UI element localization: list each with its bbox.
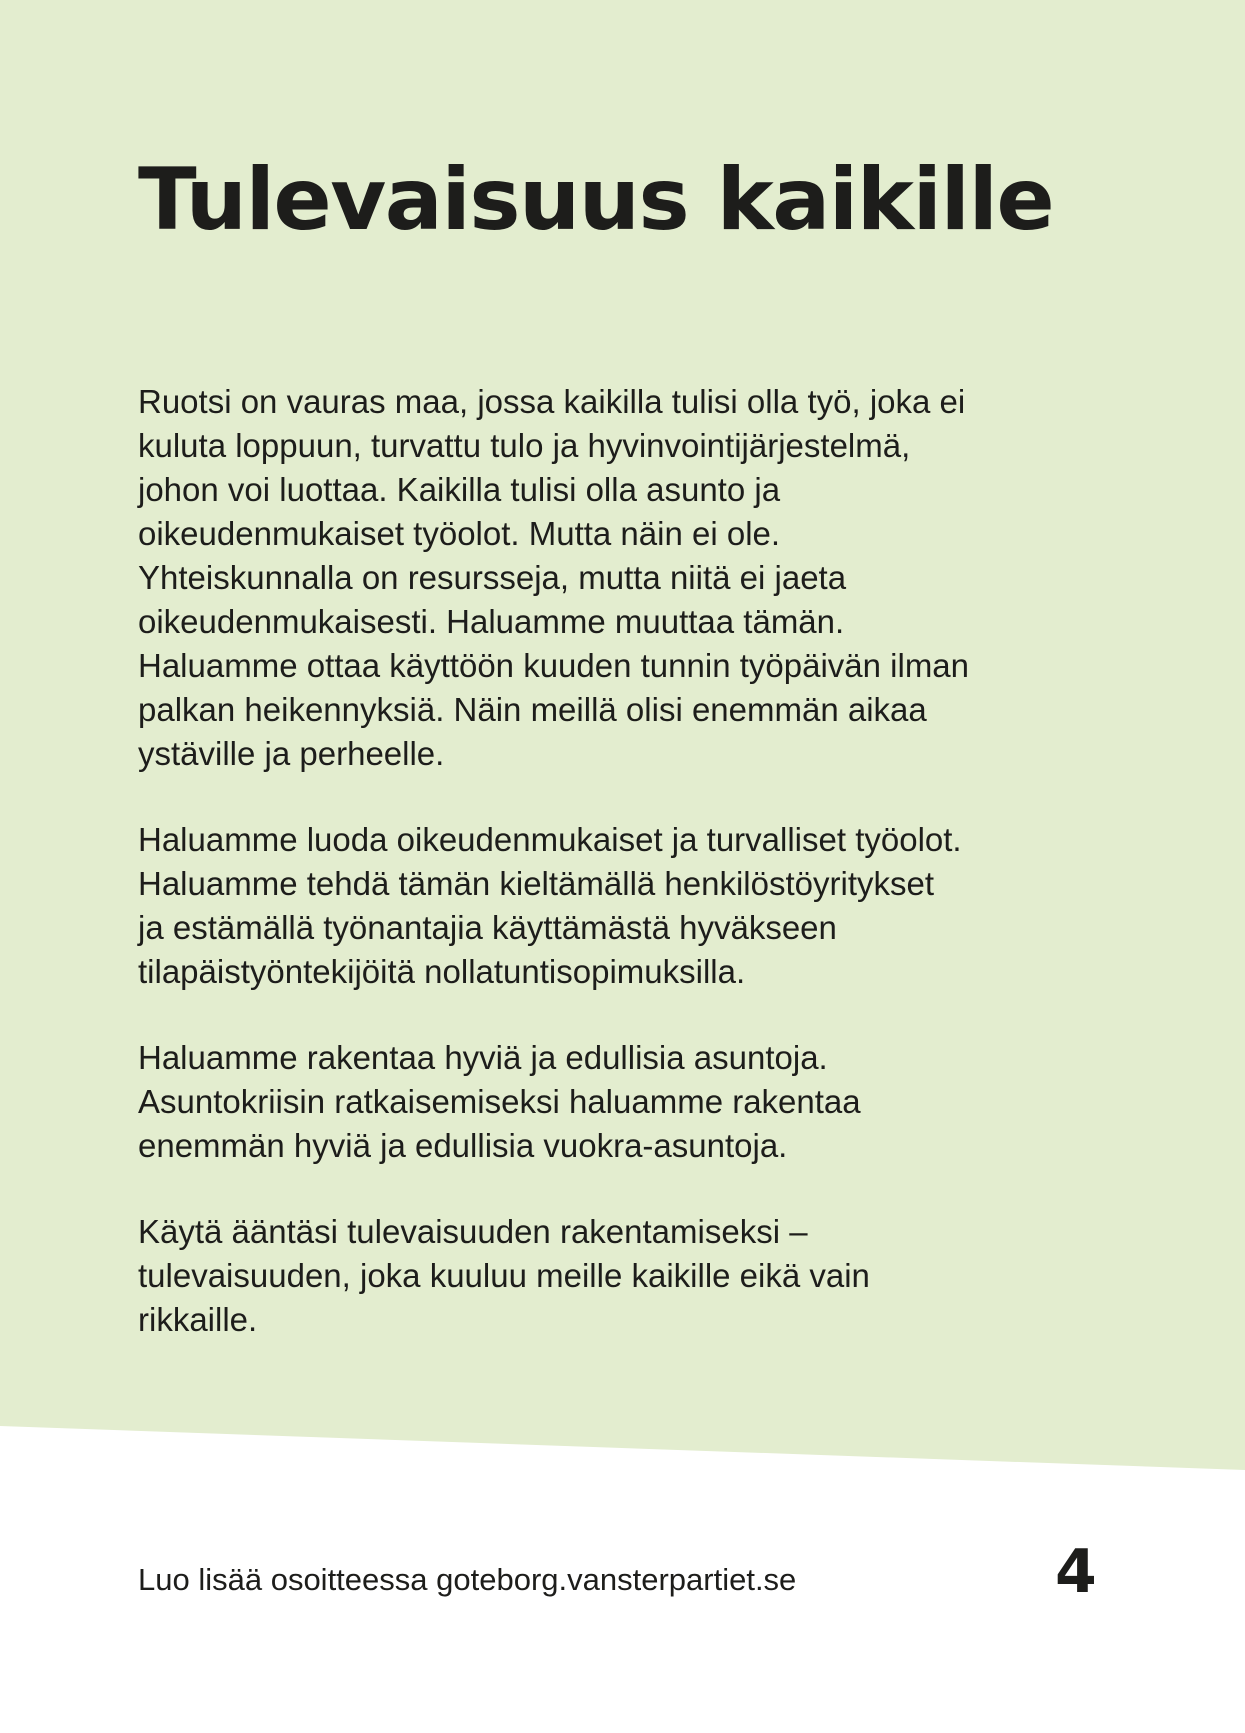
- paragraph-call-to-vote: [138, 1210, 1138, 1342]
- text-line: tilapäistyöntekijöitä nollatuntisopimuksilla.: [138, 953, 746, 990]
- text-line: palkan heikennyksiä. Näin meillä olisi enemmän aikaa: [138, 691, 927, 728]
- text-line: enemmän hyviä ja edullisia vuokra-asuntoja.: [138, 1127, 788, 1164]
- text-line: tulevaisuuden, joka kuuluu meille kaikille eikä vain: [138, 1257, 870, 1294]
- paragraph-work-conditions: [138, 818, 1138, 994]
- text-line: oikeudenmukaiset työolot. Mutta näin ei ole.: [138, 515, 781, 552]
- text-line: Käytä ääntäsi tulevaisuuden rakentamiseksi –: [138, 1213, 808, 1250]
- page-number: 4: [1055, 1537, 1097, 1607]
- text-line: ja estämällä työnantajia käyttämästä hyväkseen: [138, 909, 837, 946]
- text-line: johon voi luottaa. Kaikilla tulisi olla asunto ja: [138, 471, 781, 508]
- text-line: Haluamme tehdä tämän kieltämällä henkilöstöyritykset: [138, 865, 935, 902]
- text-line: kuluta loppuun, turvattu tulo ja hyvinvointijärjestelmä,: [138, 427, 911, 464]
- text-line: oikeudenmukaisesti. Haluamme muuttaa tämän.: [138, 603, 845, 640]
- text-line: Yhteiskunnalla on resursseja, mutta niitä ei jaeta: [138, 559, 847, 596]
- text-line: Asuntokriisin ratkaisemiseksi haluamme rakentaa: [138, 1083, 861, 1120]
- text-line: Ruotsi on vauras maa, jossa kaikilla tulisi olla työ, joka ei: [138, 383, 966, 420]
- paragraph-intro: [138, 380, 1138, 776]
- text-line: Haluamme ottaa käyttöön kuuden tunnin työpäivän ilman: [138, 647, 970, 684]
- text-line: Haluamme luoda oikeudenmukaiset ja turvalliset työolot.: [138, 821, 962, 858]
- page-title: Tulevaisuus kaikille: [138, 150, 1054, 250]
- paragraph-housing: [138, 1036, 1138, 1168]
- body-text: [138, 380, 1138, 1384]
- text-line: ystäville ja perheelle.: [138, 735, 445, 772]
- text-line: Haluamme rakentaa hyviä ja edullisia asuntoja.: [138, 1039, 828, 1076]
- text-line: rikkaille.: [138, 1301, 258, 1338]
- footer-website-text: Luo lisää osoitteessa goteborg.vansterpartiet.se: [138, 1562, 797, 1597]
